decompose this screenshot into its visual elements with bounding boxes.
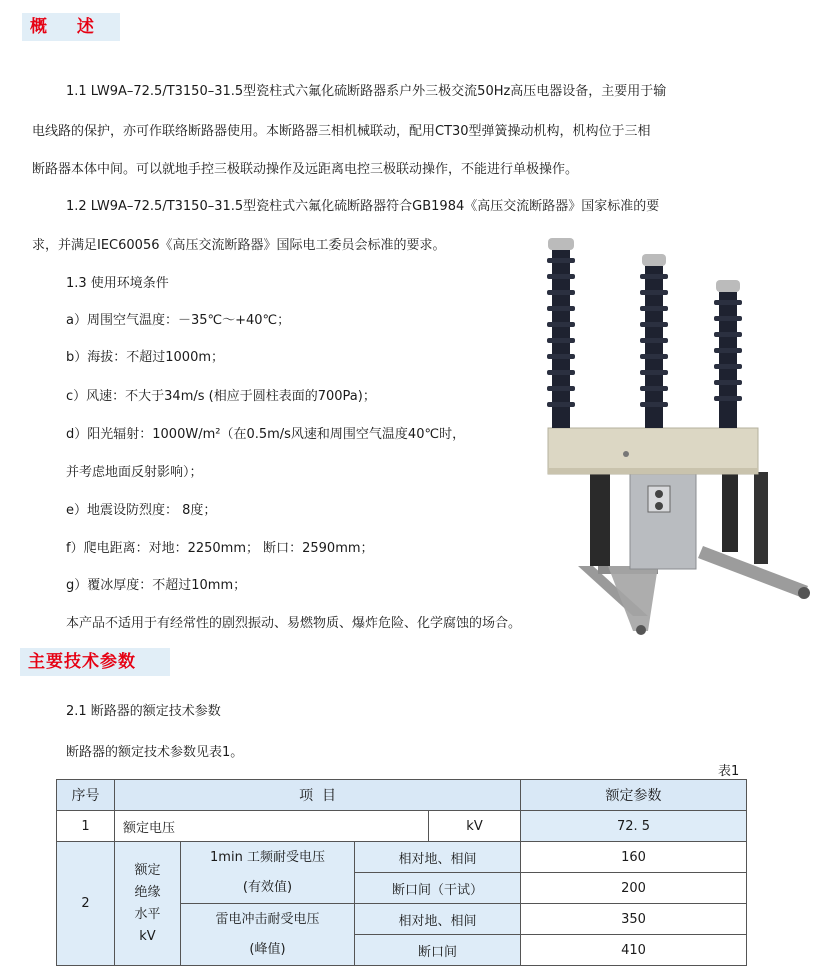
mechanism-cabinet: [630, 461, 696, 569]
leg-1: [590, 466, 610, 566]
main-beam: [548, 428, 758, 474]
li-line-2: (峰值): [249, 941, 286, 957]
table-label: 表1: [718, 764, 740, 779]
power-freq-withstand: [181, 842, 355, 904]
insulator-column-3: [714, 280, 742, 428]
env-item-g: g）覆冰厚度：不超过10mm；: [66, 578, 247, 593]
pf-line-2: (有效值): [242, 879, 293, 895]
wheel-right: [798, 587, 810, 599]
lightning-impulse-withstand: [181, 904, 355, 966]
row2-v2: 200: [521, 873, 747, 904]
base-rail-right: [698, 546, 808, 598]
pf-line-1: 1min 工频耐受电压: [210, 849, 325, 865]
li-line-1: 雷电冲击耐受电压: [215, 911, 320, 927]
env-item-e: e）地震设防烈度： 8度；: [66, 503, 217, 518]
header-no: 序号: [57, 780, 115, 811]
row2-sub4: 断口间: [355, 935, 521, 966]
group-line-2: 绝缘: [134, 884, 161, 900]
wheel-left: [636, 625, 646, 635]
env-item-d-cont: 并考虑地面反射影响）；: [66, 465, 203, 480]
insulator-column-1: [547, 238, 575, 428]
env-item-f: f）爬电距离：对地：2250mm； 断口：2590mm；: [66, 541, 374, 556]
row1-item: 额定电压: [115, 811, 429, 842]
section-heading-overview: 概 述: [22, 13, 120, 41]
row2-sub1: 相对地、相间: [355, 842, 521, 873]
row2-v1: 160: [521, 842, 747, 873]
row2-no: 2: [57, 842, 115, 966]
env-item-b: b）海拔：不超过1000m；: [66, 350, 224, 365]
section-heading-params: 主要技术参数: [20, 648, 170, 676]
table-header-row: [57, 780, 747, 811]
group-line-1: 额定: [134, 862, 161, 878]
para-1-2-line-2: 求，并满足IEC60056《高压交流断路器》国际电工委员会标准的要求。: [32, 238, 446, 253]
header-value: 额定参数: [521, 780, 747, 811]
para-1-1-line-2: 电线路的保护，亦可作联络断路器使用。本断路器三相机械联动，配用CT30型弹簧操动机构，机构位于三相: [32, 124, 651, 139]
table-row: [57, 811, 747, 842]
insulator-column-2: [640, 254, 668, 428]
group-line-4: kV: [139, 928, 156, 944]
circuit-breaker-image: [538, 236, 818, 646]
row1-value: 72. 5: [521, 811, 747, 842]
row1-unit: kV: [429, 811, 521, 842]
leg-3: [722, 468, 738, 552]
header-item: 项 目: [115, 780, 521, 811]
params-sub-title: 2.1 断路器的额定技术参数: [66, 704, 221, 719]
group-line-3: 水平: [134, 906, 161, 922]
row2-sub3: 相对地、相间: [355, 904, 521, 935]
env-item-a: a）周围空气温度：－35℃～+40℃；: [66, 313, 291, 328]
para-1-1-line-1: 1.1 LW9A–72.5/T3150–31.5型瓷柱式六氟化硫断路器系户外三极交流50Hz高压电器设备，主要用于输: [66, 84, 667, 99]
para-1-1-line-3: 断路器本体中间。可以就地手控三极联动操作及远距离电控三极联动操作，不能进行单极操作。: [32, 162, 579, 177]
params-intro: 断路器的额定技术参数见表1。: [66, 745, 244, 760]
spec-table: [56, 779, 747, 966]
leg-4: [754, 472, 768, 564]
insulation-level-group: [115, 842, 181, 966]
row2-v4: 410: [521, 935, 747, 966]
table-row: [57, 842, 747, 873]
row2-v3: 350: [521, 904, 747, 935]
row1-no: 1: [57, 811, 115, 842]
row2-sub2: 断口间（干试）: [355, 873, 521, 904]
para-1-2-line-1: 1.2 LW9A–72.5/T3150–31.5型瓷柱式六氟化硫断路器符合GB1984《高压交流断路器》国家标准的要: [66, 199, 660, 214]
env-item-d: d）阳光辐射：1000W/m²（在0.5m/s风速和周围空气温度40℃时，: [66, 427, 466, 442]
env-item-c: c）风速：不大于34m/s (相应于圆柱表面的700Pa)；: [66, 389, 376, 404]
not-applicable-note: 本产品不适用于有经常性的剧烈振动、易燃物质、爆炸危险、化学腐蚀的场合。: [66, 616, 522, 631]
env-conditions-title: 1.3 使用环境条件: [66, 276, 169, 291]
